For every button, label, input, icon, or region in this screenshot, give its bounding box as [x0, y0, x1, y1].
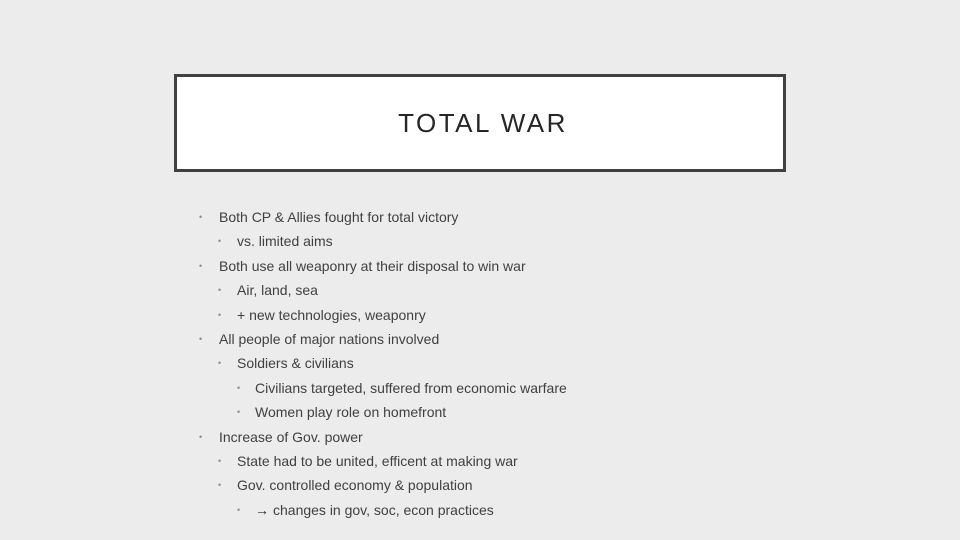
right-arrow-icon: → — [255, 501, 269, 518]
bullet-text: State had to be united, efficent at making war — [237, 452, 518, 469]
bullet-item-level-2 — [198, 351, 898, 375]
bullet-item-level-1 — [198, 205, 898, 229]
bullet-item-level-2 — [198, 303, 898, 327]
bullet-dot-icon: • — [218, 285, 222, 296]
bullet-item-level-1 — [198, 425, 898, 449]
bullet-text: Soldiers & civilians — [237, 355, 354, 372]
bullet-dot-icon: • — [237, 407, 241, 418]
bullet-item-level-3 — [198, 400, 898, 424]
bullet-text: Both CP & Allies fought for total victory — [219, 209, 459, 225]
bullet-list — [198, 205, 898, 522]
bullet-item-level-2 — [198, 449, 898, 473]
bullet-item-level-2 — [198, 229, 898, 253]
bullet-text: + new technologies, weaponry — [237, 306, 426, 323]
bullet-text: Women play role on homefront — [255, 404, 447, 421]
bullet-item-level-2 — [198, 473, 898, 497]
bullet-item-level-1 — [198, 327, 898, 351]
bullet-dot-icon: • — [218, 309, 222, 320]
bullet-text: Gov. controlled economy & population — [237, 477, 473, 494]
bullet-item-level-2 — [198, 278, 898, 302]
slide-title: TOTAL WAR — [398, 107, 568, 138]
bullet-item-level-3 — [198, 498, 898, 522]
bullet-dot-icon: • — [199, 333, 203, 344]
bullet-text: Air, land, sea — [237, 282, 318, 299]
bullet-item-level-3 — [198, 376, 898, 400]
bullet-text: Increase of Gov. power — [219, 428, 363, 445]
bullet-dot-icon: • — [218, 455, 222, 466]
title-box — [174, 74, 786, 172]
bullet-dot-icon: • — [199, 212, 203, 222]
bullet-text: All people of major nations involved — [219, 330, 440, 347]
bullet-dot-icon: • — [218, 236, 222, 247]
bullet-text: changes in gov, soc, econ practices — [273, 501, 494, 518]
bullet-dot-icon: • — [199, 431, 203, 442]
bullet-dot-icon: • — [237, 504, 241, 515]
bullet-dot-icon: • — [218, 358, 222, 369]
bullet-text: vs. limited aims — [237, 233, 333, 250]
bullet-text: Civilians targeted, suffered from economic warfare — [255, 379, 567, 396]
bullet-dot-icon: • — [237, 382, 241, 393]
bullet-dot-icon: • — [199, 260, 203, 271]
bullet-text: Both use all weaponry at their disposal to win war — [219, 257, 526, 274]
bullet-item-level-1 — [198, 254, 898, 278]
bullet-dot-icon: • — [218, 480, 222, 491]
